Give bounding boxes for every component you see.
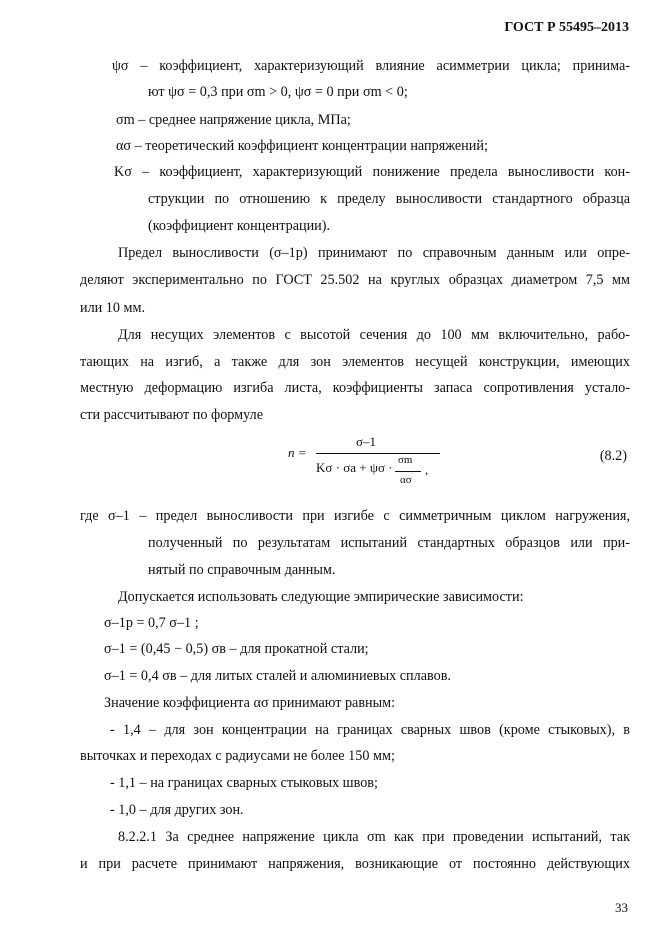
text-line: Допускается использовать следующие эмпирические зависимости: <box>118 589 524 605</box>
equation-number: (8.2) <box>599 448 627 464</box>
text-line: 8.2.2.1 За среднее напряжение цикла σm как при проведении испытаний, так <box>118 829 630 845</box>
text-line: или 10 мм. <box>80 300 146 316</box>
formula-8-2 <box>288 436 488 496</box>
text-line: и при расчете принимают напряжения, возникающие от постоянно действующих <box>80 856 630 872</box>
text-line: струкции по отношению к пределу выносливости стандартного образца <box>148 191 630 207</box>
text-line: Предел выносливости (σ–1p) принимают по справочным данным или опре- <box>118 245 630 261</box>
text-line: ασ – теоретический коэффициент концентрации напряжений; <box>116 138 488 154</box>
text-line: выточках и переходах с радиусами не более 150 мм; <box>80 748 395 764</box>
text-line: где σ–1 – предел выносливости при изгибе с симметричным циклом нагружения, <box>80 508 630 524</box>
formula-inner-denominator: ασ <box>400 474 412 486</box>
formula-comma: , <box>425 462 429 477</box>
text-line: ют ψσ = 0,3 при σm > 0, ψσ = 0 при σm < 0; <box>148 84 408 100</box>
document-header: ГОСТ Р 55495–2013 <box>504 20 629 35</box>
formula-numerator: σ–1 <box>356 434 377 449</box>
text-line: сти рассчитывают по формуле <box>80 407 263 423</box>
formula-inner-numerator: σm <box>398 454 413 466</box>
text-line: Значение коэффициента ασ принимают равным: <box>104 695 396 711</box>
page-number: 33 <box>615 900 628 915</box>
text-line: полученный по результатам испытаний стандартных образцов или при- <box>148 535 630 551</box>
text-line: (коэффициент концентрации). <box>148 218 331 234</box>
text-line: местную деформацию изгиба листа, коэффициенты запаса сопротивления устало- <box>80 380 630 396</box>
text-line: - 1,0 – для других зон. <box>110 802 244 818</box>
text-line: σ–1 = (0,45 − 0,5) σв – для прокатной стали; <box>104 641 369 657</box>
text-line: ψσ – коэффициент, характеризующий влияние асимметрии цикла; принима- <box>112 58 630 74</box>
text-line: нятый по справочным данным. <box>148 562 336 578</box>
text-line: σ–1p = 0,7 σ–1 ; <box>104 615 199 631</box>
text-line: - 1,4 – для зон концентрации на границах сварных швов (кроме стыковых), в <box>110 722 630 738</box>
text-line: тающих на изгиб, а также для зон элементов несущей конструкции, имеющих <box>80 354 630 370</box>
formula-denominator: Kσ · σa + ψσ · <box>316 460 393 475</box>
fraction-bar <box>316 453 440 454</box>
text-line: Kσ – коэффициент, характеризующий понижение предела выносливости кон- <box>114 164 630 180</box>
text-line: σ–1 = 0,4 σв – для литых сталей и алюминиевых сплавов. <box>104 668 451 684</box>
text-line: σm – среднее напряжение цикла, МПа; <box>116 112 351 128</box>
formula-lhs: n = <box>288 445 307 460</box>
text-line: деляют экспериментально по ГОСТ 25.502 на круглых образцах диаметром 7,5 мм <box>80 272 630 288</box>
text-line: - 1,1 – на границах сварных стыковых швов; <box>110 775 378 791</box>
text-line: Для несущих элементов с высотой сечения до 100 мм включительно, рабо- <box>118 327 630 343</box>
inner-fraction-bar <box>395 471 421 472</box>
